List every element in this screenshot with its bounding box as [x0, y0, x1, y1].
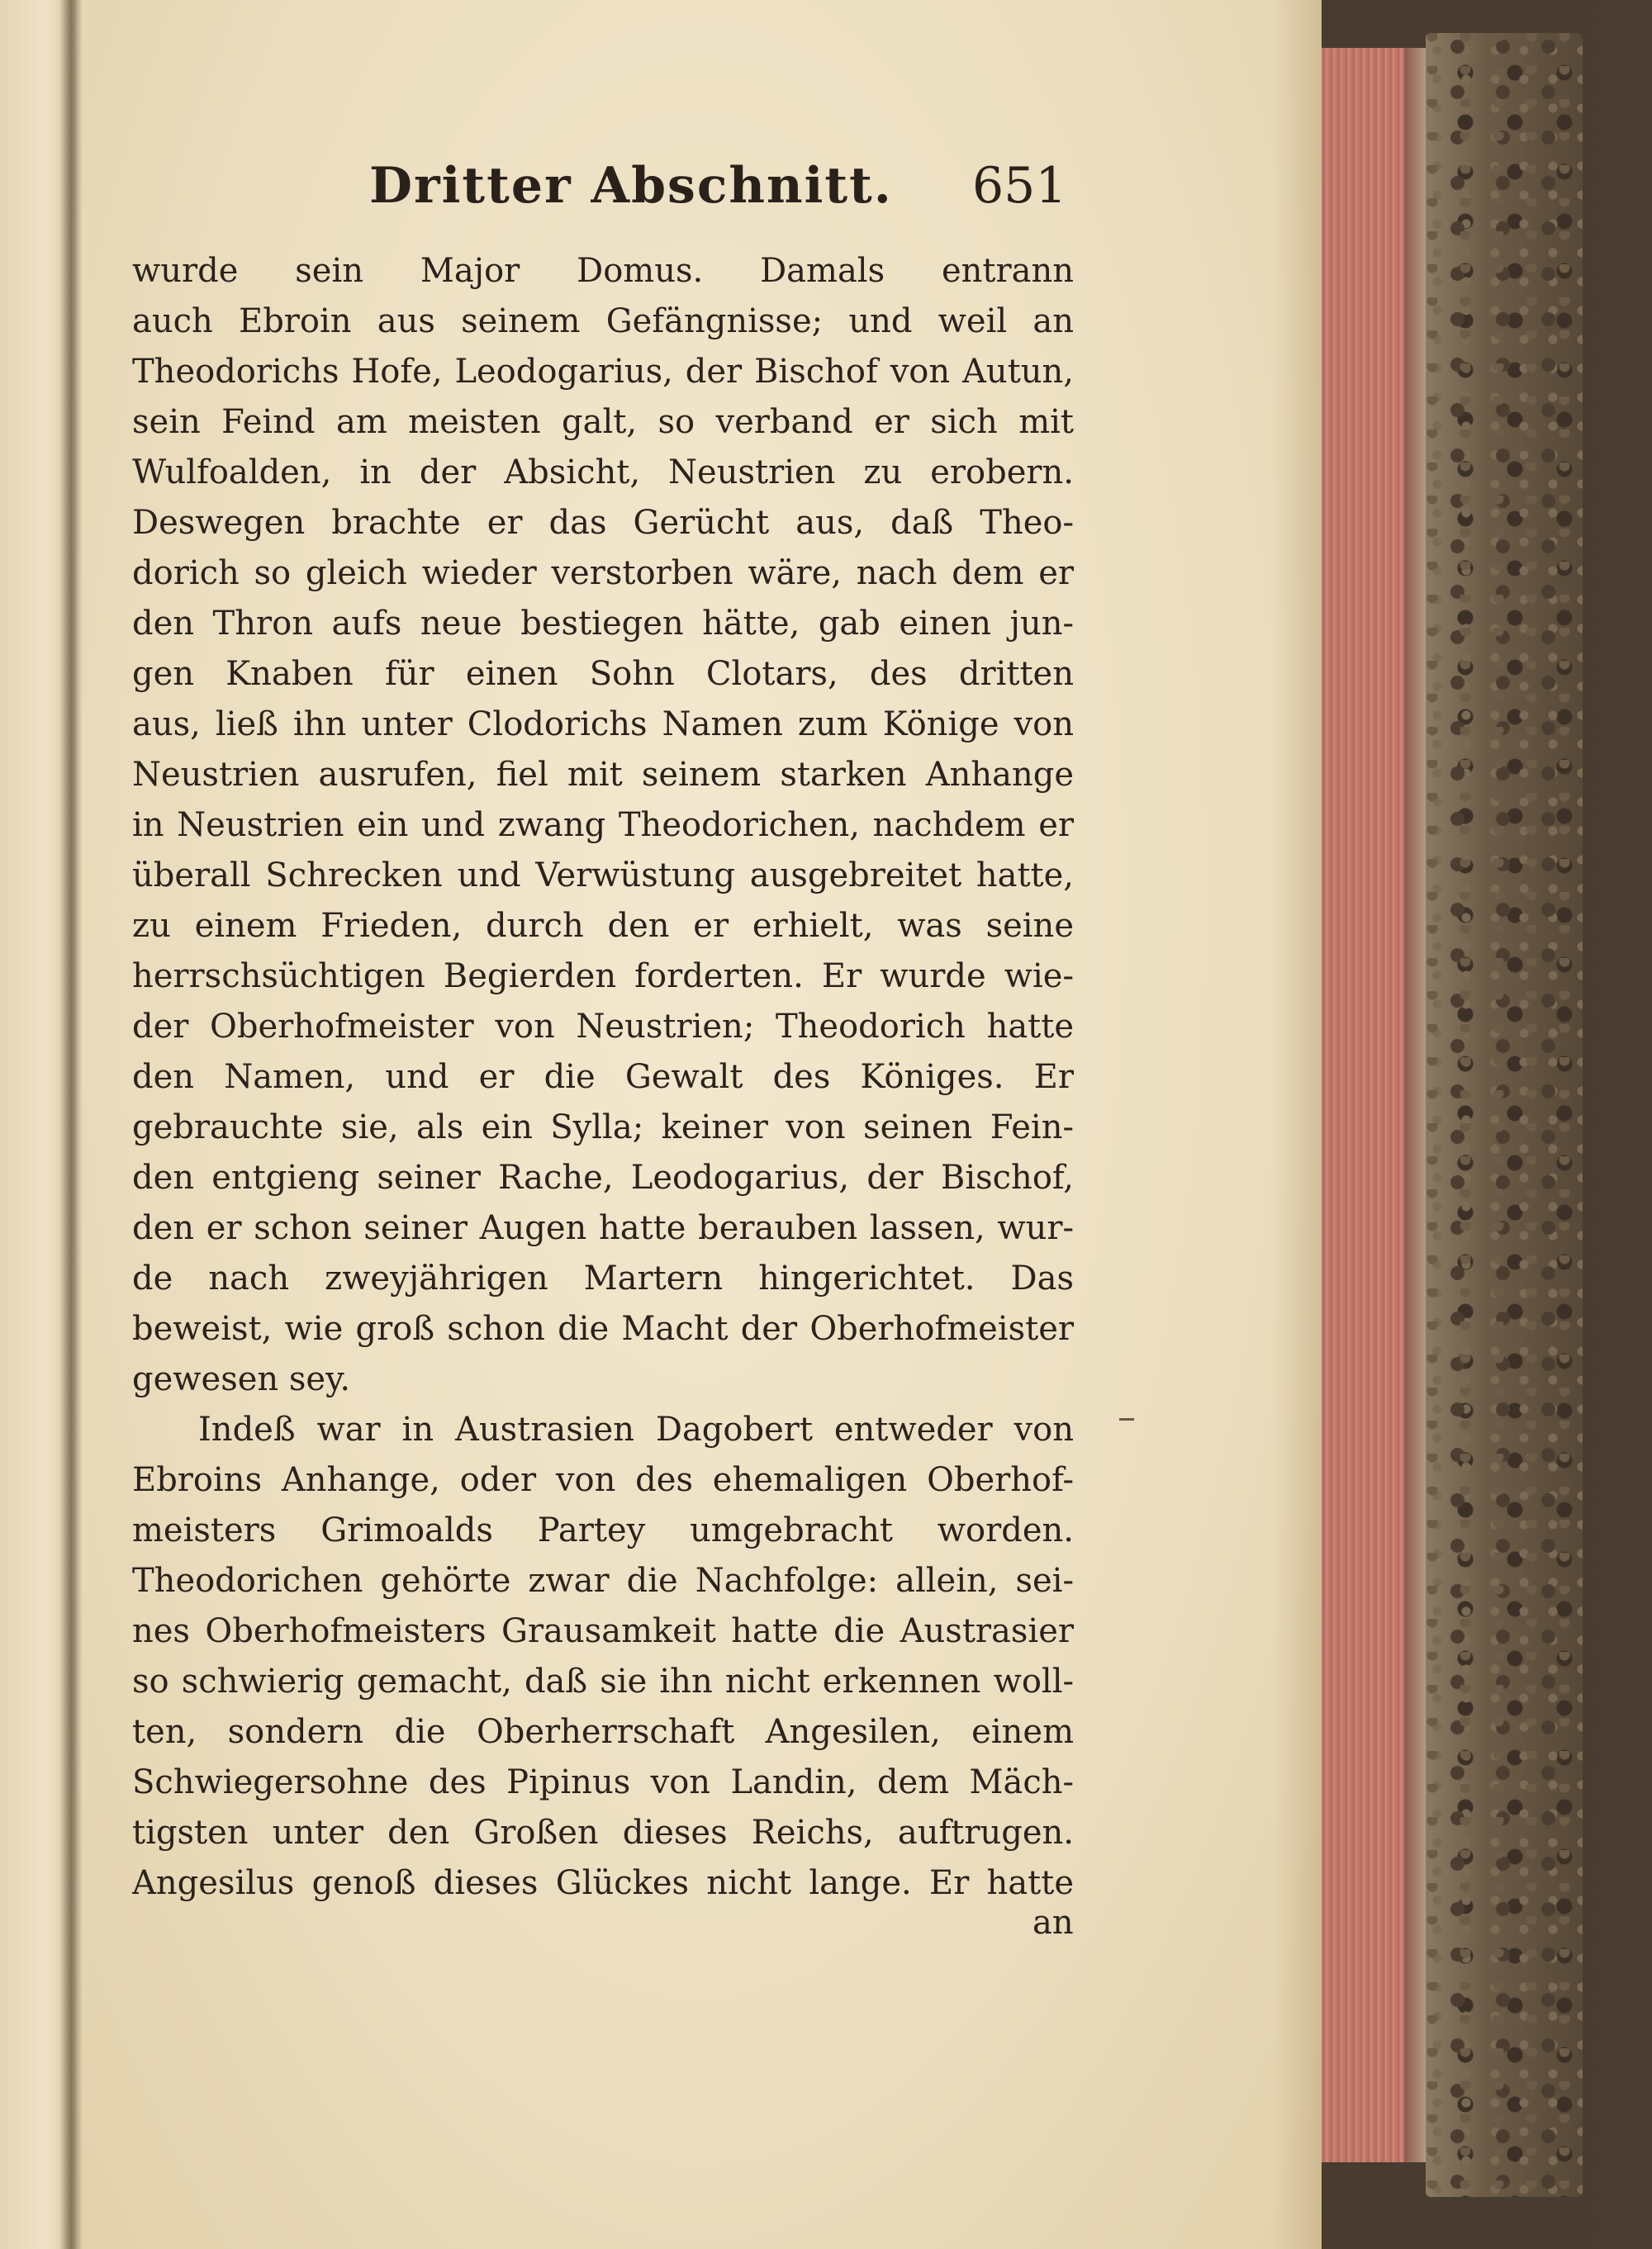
text-line: den Namen, und er die Gewalt des Königes. Er	[132, 1058, 1074, 1096]
text-line: Ebroins Anhange, oder von des ehemaligen Oberhof-	[132, 1461, 1074, 1499]
text-line: Schwiegersohne des Pipinus von Landin, dem Mäch-	[132, 1763, 1074, 1801]
text-line: aus, ließ ihn unter Clodorichs Namen zum Könige von	[132, 705, 1074, 743]
text-line: den er schon seiner Augen hatte berauben lassen, wur-	[132, 1209, 1074, 1247]
text-line: Angesilus genoß dieses Glückes nicht lange. Er hatte	[132, 1864, 1074, 1902]
gutter-shadow	[59, 0, 83, 2249]
text-line: herrschsüchtigen Begierden forderten. Er wurde wie-	[132, 957, 1074, 995]
text-line: den entgieng seiner Rache, Leodogarius, der Bischof,	[132, 1159, 1074, 1197]
text-line: gebrauchte sie, als ein Sylla; keiner von seinen Fein-	[132, 1108, 1074, 1146]
text-line: gewesen sey.	[132, 1360, 351, 1398]
text-line: Neustrien ausrufen, fiel mit seinem starken Anhange	[132, 756, 1074, 794]
text-line: Indeß war in Austrasien Dagobert entweder von	[198, 1411, 1074, 1449]
text-line: überall Schrecken und Verwüstung ausgebreitet hatte,	[132, 856, 1074, 894]
text-line: wurde sein Major Domus. Damals entrann	[132, 252, 1074, 290]
catchword: an	[1032, 1904, 1074, 1942]
text-line: gen Knaben für einen Sohn Clotars, des dritten	[132, 655, 1074, 693]
page-fore-edge	[1322, 48, 1412, 2162]
marbled-cover	[1426, 33, 1583, 2197]
text-line: Theodorichs Hofe, Leodogarius, der Bischof von Autun,	[132, 353, 1074, 391]
running-head	[76, 157, 1322, 223]
text-line: zu einem Frieden, durch den er erhielt, was seine	[132, 907, 1074, 945]
text-line: Deswegen brachte er das Gerücht aus, daß Theo-	[132, 504, 1074, 542]
text-line: den Thron aufs neue bestiegen hätte, gab einen jun-	[132, 605, 1074, 643]
text-line: ten, sondern die Oberherrschaft Angesilen, einem	[132, 1713, 1074, 1751]
text-line: der Oberhofmeister von Neustrien; Theodorich hatte	[132, 1008, 1074, 1046]
text-line: so schwierig gemacht, daß sie ihn nicht erkennen woll-	[132, 1663, 1074, 1701]
text-line: beweist, wie groß schon die Macht der Oberhofmeister	[132, 1310, 1074, 1348]
text-line: meisters Grimoalds Partey umgebracht worden.	[132, 1511, 1074, 1549]
text-line: in Neustrien ein und zwang Theodorichen, nachdem er	[132, 806, 1074, 844]
section-title: Dritter Abschnitt.	[369, 157, 893, 215]
text-line: Theodorichen gehörte zwar die Nachfolge: allein, sei-	[132, 1562, 1074, 1600]
text-line: nes Oberhofmeisters Grausamkeit hatte die Austrasier	[132, 1612, 1074, 1650]
text-line: auch Ebroin aus seinem Gefängnisse; und weil an	[132, 302, 1074, 340]
text-line: Wulfoalden, in der Absicht, Neustrien zu erobern.	[132, 453, 1074, 491]
margin-mark	[1119, 1418, 1134, 1421]
text-line: sein Feind am meisten galt, so verband er sich mit	[132, 403, 1074, 441]
body-text	[132, 246, 1074, 1909]
text-line: de nach zweyjährigen Martern hingerichtet. Das	[132, 1260, 1074, 1298]
text-line: dorich so gleich wieder verstorben wäre, nach dem er	[132, 554, 1074, 592]
page-number: 651	[972, 157, 1067, 215]
text-line: tigsten unter den Großen dieses Reichs, auftrugen.	[132, 1814, 1074, 1852]
